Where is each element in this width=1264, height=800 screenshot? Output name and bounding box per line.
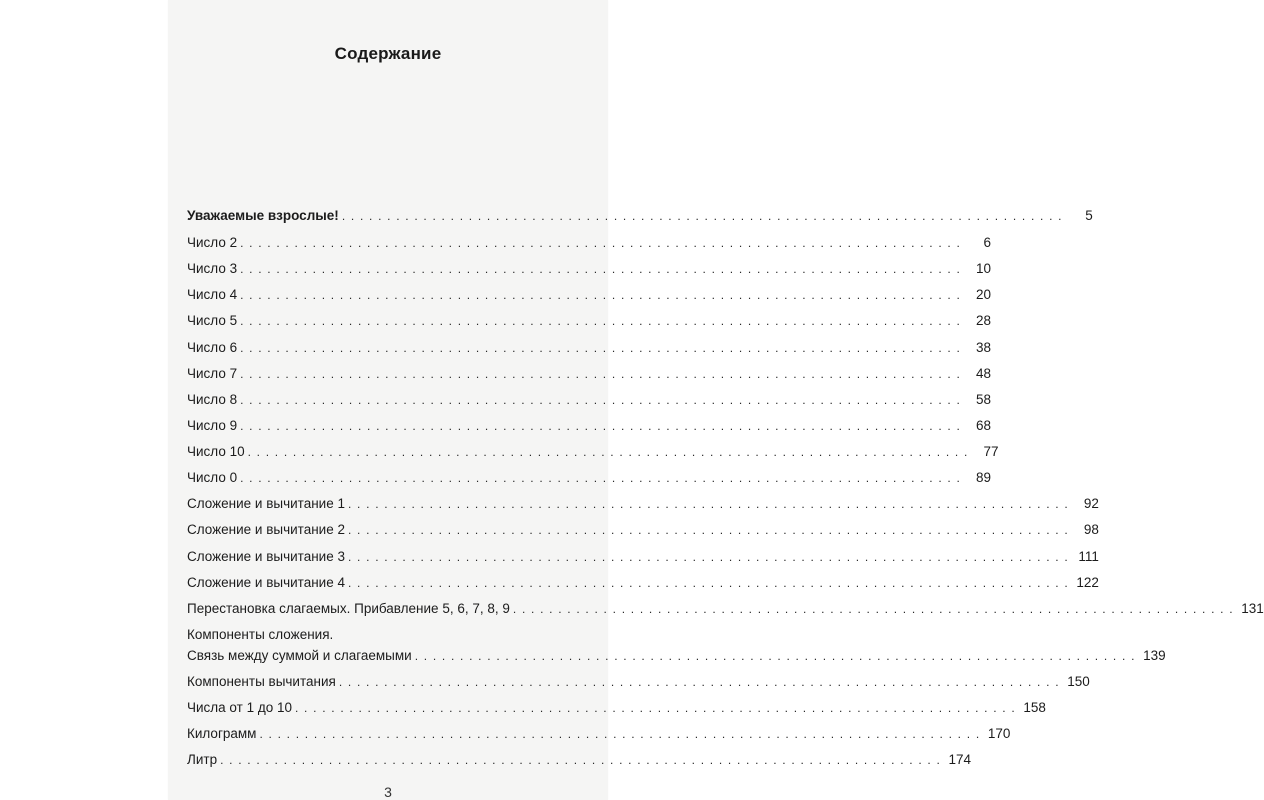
book-page: [168, 0, 1264, 800]
toc-entry-page: 58: [975, 392, 991, 407]
dot-leader: . . . . . . . . . . . . . . . . . . . . . . . . . . . . . . . . . . . . . . . . . . . . . . . . . . . . . . . . . . . . . . . . . . . . . . . . . . . . . . . .: [347, 523, 1069, 537]
dot-leader: . . . . . . . . . . . . . . . . . . . . . . . . . . . . . . . . . . . . . . . . . . . . . . . . . . . . . . . . . . . . . . . . . . . . . . . . . . . . . . . .: [240, 288, 961, 302]
toc-entry-page: 98: [1083, 522, 1099, 537]
toc-entry: [187, 627, 592, 649]
toc-entry: [187, 444, 999, 466]
dot-leader: . . . . . . . . . . . . . . . . . . . . . . . . . . . . . . . . . . . . . . . . . . . . . . . . . . . . . . . . . . . . . . . . . . . . . . . . . . . . . . . .: [240, 236, 961, 250]
toc-entry-page: 5: [1085, 208, 1093, 223]
toc-entry-label: Число 4: [187, 287, 238, 302]
toc-entry-label: Сложение и вычитание 4: [187, 575, 345, 590]
toc-entry-label: Число 3: [187, 261, 238, 276]
dot-leader: . . . . . . . . . . . . . . . . . . . . . . . . . . . . . . . . . . . . . . . . . . . . . . . . . . . . . . . . . . . . . . . . . . . . . . . . . . . . . . . .: [347, 497, 1069, 511]
toc-entry-label: Число 9: [187, 418, 238, 433]
toc-entry: [187, 726, 1011, 748]
dot-leader: . . . . . . . . . . . . . . . . . . . . . . . . . . . . . . . . . . . . . . . . . . . . . . . . . . . . . . . . . . . . . . . . . . . . . . . . . . . . . . . .: [247, 445, 969, 459]
dot-leader: . . . . . . . . . . . . . . . . . . . . . . . . . . . . . . . . . . . . . . . . . . . . . . . . . . . . . . . . . . . . . . . . . . . . . . . . . . . . . . . .: [240, 341, 961, 355]
toc-entry-label: Литр: [187, 752, 218, 767]
toc-entry: [187, 208, 1093, 230]
toc-entry: [187, 418, 991, 440]
dot-leader: . . . . . . . . . . . . . . . . . . . . . . . . . . . . . . . . . . . . . . . . . . . . . . . . . . . . . . . . . . . . . . . . . . . . . . . . . . . . . . . .: [240, 419, 961, 433]
toc-entry-page: 150: [1067, 674, 1090, 689]
toc-entry: [187, 366, 991, 388]
toc-entry: [187, 287, 991, 309]
toc-entry-label: Число 10: [187, 444, 245, 459]
toc-entry-label: Число 6: [187, 340, 238, 355]
toc-entry-page: 10: [975, 261, 991, 276]
dot-leader: . . . . . . . . . . . . . . . . . . . . . . . . . . . . . . . . . . . . . . . . . . . . . . . . . . . . . . . . . . . . . . . . . . . . . . . . . . . . . . . .: [347, 550, 1069, 564]
toc-entry-label: Сложение и вычитание 2: [187, 522, 345, 537]
toc-entry-page: 48: [975, 366, 991, 381]
toc-entry-page: 131: [1241, 601, 1264, 616]
dot-leader: . . . . . . . . . . . . . . . . . . . . . . . . . . . . . . . . . . . . . . . . . . . . . . . . . . . . . . . . . . . . . . . . . . . . . . . . . . . . . . . .: [341, 209, 1063, 223]
toc-entry-page: 174: [948, 752, 971, 767]
toc-entry-label: Число 8: [187, 392, 238, 407]
toc-entry-page: 158: [1023, 700, 1046, 715]
toc-entry-page: 89: [975, 470, 991, 485]
toc-entry-label: Число 2: [187, 235, 238, 250]
dot-leader: . . . . . . . . . . . . . . . . . . . . . . . . . . . . . . . . . . . . . . . . . . . . . . . . . . . . . . . . . . . . . . . . . . . . . . . . . . . . . . . .: [220, 753, 941, 767]
page-title: Содержание: [334, 44, 442, 63]
toc-entry-page: 68: [975, 418, 991, 433]
toc-entry: [187, 340, 991, 362]
toc-entry: [187, 392, 991, 414]
toc-entry-page: 122: [1076, 575, 1099, 590]
dot-leader: . . . . . . . . . . . . . . . . . . . . . . . . . . . . . . . . . . . . . . . . . . . . . . . . . . . . . . . . . . . . . . . . . . . . . . . . . . . . . . . .: [512, 602, 1234, 616]
toc-entry: [187, 261, 991, 283]
toc-entry: [187, 470, 991, 492]
toc-entry: [187, 674, 1090, 696]
dot-leader: . . . . . . . . . . . . . . . . . . . . . . . . . . . . . . . . . . . . . . . . . . . . . . . . . . . . . . . . . . . . . . . . . . . . . . . . . . . . . . . .: [259, 727, 981, 741]
dot-leader: . . . . . . . . . . . . . . . . . . . . . . . . . . . . . . . . . . . . . . . . . . . . . . . . . . . . . . . . . . . . . . . . . . . . . . . . . . . . . . . .: [414, 649, 1136, 663]
toc-entry-page: 20: [975, 287, 991, 302]
toc-entry-label: Число 7: [187, 366, 238, 381]
toc-entry-label: Компоненты вычитания: [187, 674, 336, 689]
toc-entry-label: Килограмм: [187, 726, 257, 741]
toc-entry-page: 6: [983, 235, 991, 250]
toc-entry-page: 170: [987, 726, 1011, 741]
dot-leader: . . . . . . . . . . . . . . . . . . . . . . . . . . . . . . . . . . . . . . . . . . . . . . . . . . . . . . . . . . . . . . . . . . . . . . . . . . . . . . . .: [294, 701, 1016, 715]
dot-leader: . . . . . . . . . . . . . . . . . . . . . . . . . . . . . . . . . . . . . . . . . . . . . . . . . . . . . . . . . . . . . . . . . . . . . . . . . . . . . . . .: [338, 675, 1060, 689]
toc-entry: [187, 496, 1099, 518]
toc-entry: [187, 235, 991, 257]
toc-entry: [187, 313, 991, 335]
toc-entry-label: Перестановка слагаемых. Прибавление 5, 6, 7, 8, 9: [187, 601, 510, 616]
dot-leader: . . . . . . . . . . . . . . . . . . . . . . . . . . . . . . . . . . . . . . . . . . . . . . . . . . . . . . . . . . . . . . . . . . . . . . . . . . . . . . . .: [240, 314, 961, 328]
toc-entry-label: Связь между суммой и слагаемыми: [187, 648, 412, 663]
toc-entry-label: Число 5: [187, 313, 238, 328]
toc-entry-page: 111: [1078, 549, 1099, 564]
toc-entry-page: 28: [975, 313, 991, 328]
toc-entry-label: Уважаемые взрослые!: [187, 208, 339, 223]
toc-entry-page: 92: [1083, 496, 1099, 511]
toc-entry: [187, 648, 1166, 670]
dot-leader: . . . . . . . . . . . . . . . . . . . . . . . . . . . . . . . . . . . . . . . . . . . . . . . . . . . . . . . . . . . . . . . . . . . . . . . . . . . . . . . .: [240, 367, 961, 381]
toc-entry-page: 38: [975, 340, 991, 355]
page-number: 3: [384, 784, 392, 800]
dot-leader: . . . . . . . . . . . . . . . . . . . . . . . . . . . . . . . . . . . . . . . . . . . . . . . . . . . . . . . . . . . . . . . . . . . . . . . . . . . . . . . .: [240, 393, 961, 407]
toc-entry-label: Число 0: [187, 470, 238, 485]
toc-entry-label: Сложение и вычитание 3: [187, 549, 345, 564]
toc-entry: [187, 752, 971, 774]
toc-entry: [187, 601, 1264, 623]
toc-entry-label: Числа от 1 до 10: [187, 700, 292, 715]
toc-entry-label: Сложение и вычитание 1: [187, 496, 345, 511]
toc-entry-page: 139: [1143, 648, 1166, 663]
toc-entry-label: Компоненты сложения.: [187, 627, 334, 642]
toc-entry: [187, 522, 1099, 544]
toc-entry: [187, 549, 1099, 571]
dot-leader: . . . . . . . . . . . . . . . . . . . . . . . . . . . . . . . . . . . . . . . . . . . . . . . . . . . . . . . . . . . . . . . . . . . . . . . . . . . . . . . .: [240, 471, 961, 485]
toc-entry: [187, 700, 1046, 722]
dot-leader: . . . . . . . . . . . . . . . . . . . . . . . . . . . . . . . . . . . . . . . . . . . . . . . . . . . . . . . . . . . . . . . . . . . . . . . . . . . . . . . .: [240, 262, 961, 276]
toc-entry-page: 77: [983, 444, 999, 459]
dot-leader: . . . . . . . . . . . . . . . . . . . . . . . . . . . . . . . . . . . . . . . . . . . . . . . . . . . . . . . . . . . . . . . . . . . . . . . . . . . . . . . .: [347, 576, 1069, 590]
toc-entry: [187, 575, 1099, 597]
